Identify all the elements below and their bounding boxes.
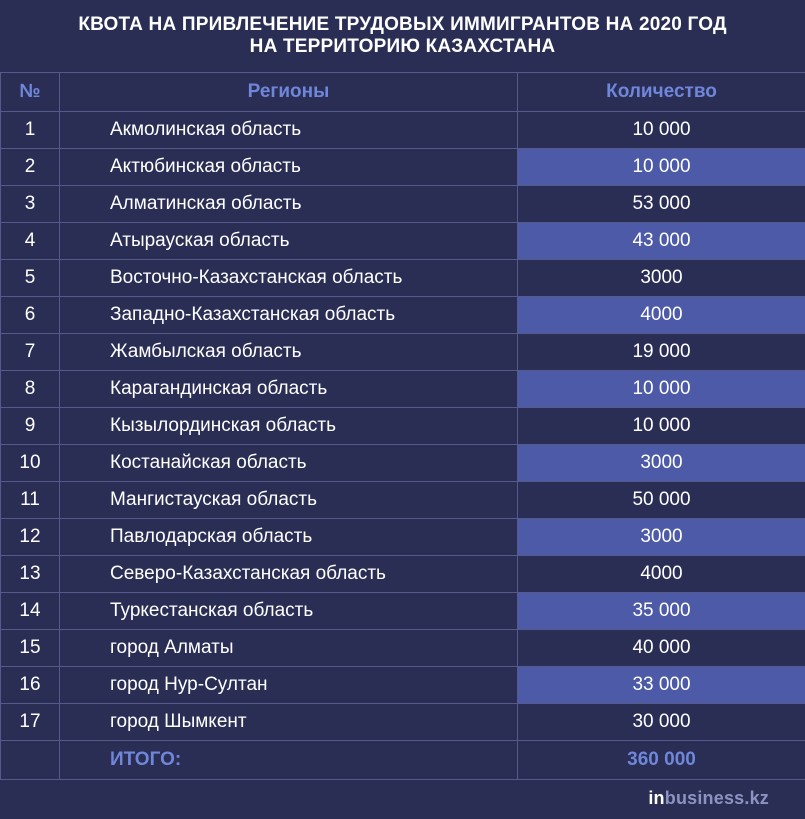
table-row <box>1 112 805 149</box>
row-quantity: 10 000 <box>518 371 805 408</box>
table-row <box>1 223 805 260</box>
row-number: 4 <box>1 223 60 260</box>
row-region: Восточно-Казахстанская область <box>60 260 518 297</box>
row-region: Западно-Казахстанская область <box>60 297 518 334</box>
row-number: 17 <box>1 704 60 741</box>
row-region: Туркестанская область <box>60 593 518 630</box>
row-region: Жамбылская область <box>60 334 518 371</box>
row-number: 6 <box>1 297 60 334</box>
table-row <box>1 371 805 408</box>
row-quantity: 50 000 <box>518 482 805 519</box>
row-number: 16 <box>1 667 60 704</box>
row-region: город Шымкент <box>60 704 518 741</box>
table-row <box>1 260 805 297</box>
row-quantity: 43 000 <box>518 223 805 260</box>
row-quantity: 4000 <box>518 556 805 593</box>
total-number-cell <box>1 741 60 780</box>
page-title <box>0 0 805 72</box>
table-row <box>1 704 805 741</box>
row-number: 8 <box>1 371 60 408</box>
row-region: Актюбинская область <box>60 149 518 186</box>
row-quantity: 10 000 <box>518 408 805 445</box>
row-number: 1 <box>1 112 60 149</box>
row-number: 13 <box>1 556 60 593</box>
total-row <box>1 741 805 780</box>
row-quantity: 3000 <box>518 445 805 482</box>
table-row <box>1 593 805 630</box>
header-quantity: Количество <box>518 73 805 112</box>
row-quantity: 30 000 <box>518 704 805 741</box>
total-quantity: 360 000 <box>518 741 805 780</box>
table-row <box>1 519 805 556</box>
row-quantity: 35 000 <box>518 593 805 630</box>
row-quantity: 3000 <box>518 519 805 556</box>
quota-table <box>0 72 805 780</box>
row-number: 7 <box>1 334 60 371</box>
header-region: Регионы <box>60 73 518 112</box>
row-region: Акмолинская область <box>60 112 518 149</box>
row-quantity: 10 000 <box>518 149 805 186</box>
row-region: Алматинская область <box>60 186 518 223</box>
row-region: Атырауская область <box>60 223 518 260</box>
total-label: ИТОГО: <box>60 741 518 780</box>
row-quantity: 4000 <box>518 297 805 334</box>
row-region: Кызылординская область <box>60 408 518 445</box>
row-number: 3 <box>1 186 60 223</box>
table-row <box>1 149 805 186</box>
table-row <box>1 186 805 223</box>
row-quantity: 10 000 <box>518 112 805 149</box>
table-row <box>1 297 805 334</box>
row-quantity: 40 000 <box>518 630 805 667</box>
row-number: 5 <box>1 260 60 297</box>
row-number: 14 <box>1 593 60 630</box>
table-row <box>1 667 805 704</box>
row-region: Карагандинская область <box>60 371 518 408</box>
table-row <box>1 482 805 519</box>
table-row <box>1 334 805 371</box>
table-row <box>1 556 805 593</box>
brand-prefix: in <box>648 788 665 808</box>
table-row <box>1 445 805 482</box>
row-region: Мангистауская область <box>60 482 518 519</box>
title-line-2: НА ТЕРРИТОРИЮ КАЗАХСТАНА <box>249 36 556 57</box>
row-region: город Алматы <box>60 630 518 667</box>
row-region: Павлодарская область <box>60 519 518 556</box>
table-header-row <box>1 73 805 112</box>
header-number: № <box>1 73 60 112</box>
row-number: 15 <box>1 630 60 667</box>
brand-logo <box>648 788 769 809</box>
row-quantity: 33 000 <box>518 667 805 704</box>
row-quantity: 19 000 <box>518 334 805 371</box>
row-number: 12 <box>1 519 60 556</box>
row-number: 9 <box>1 408 60 445</box>
row-region: Северо-Казахстанская область <box>60 556 518 593</box>
row-region: город Нур-Султан <box>60 667 518 704</box>
title-line-1: КВОТА НА ПРИВЛЕЧЕНИЕ ТРУДОВЫХ ИММИГРАНТОВ НА 2020 ГОД <box>78 14 727 35</box>
brand-rest: business.kz <box>664 788 769 808</box>
row-number: 10 <box>1 445 60 482</box>
table-row <box>1 630 805 667</box>
row-number: 2 <box>1 149 60 186</box>
row-quantity: 3000 <box>518 260 805 297</box>
row-quantity: 53 000 <box>518 186 805 223</box>
row-region: Костанайская область <box>60 445 518 482</box>
row-number: 11 <box>1 482 60 519</box>
table-row <box>1 408 805 445</box>
